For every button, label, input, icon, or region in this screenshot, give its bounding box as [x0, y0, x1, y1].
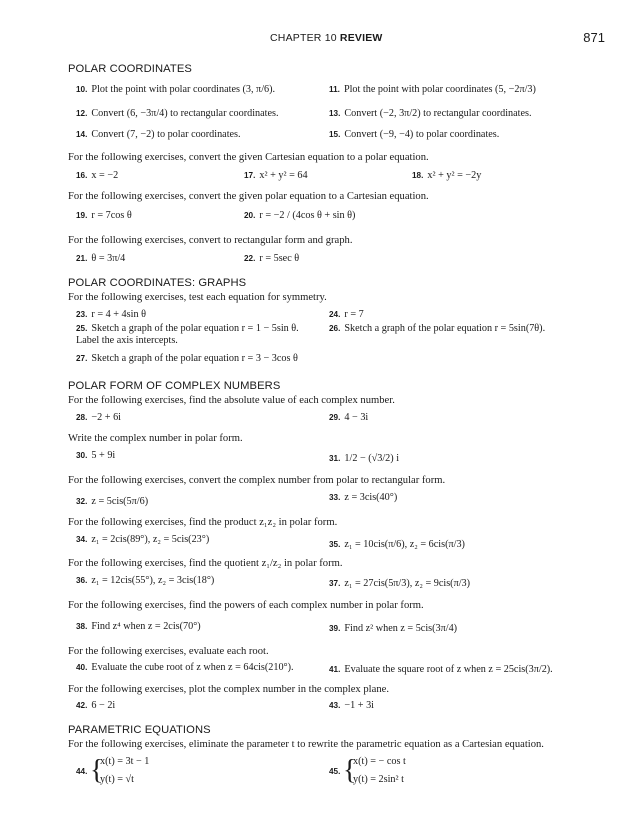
- brace: {: [343, 755, 357, 786]
- section-title-polar-coordinates: POLAR COORDINATES: [68, 63, 192, 75]
- exercise-30: 30. 5 + 9i: [76, 450, 116, 461]
- exercise-12: 12. Convert (6, −3π/4) to rectangular coordinates.: [76, 108, 279, 119]
- exercise-36: 36. z₁ = 12cis(55°), z₂ = 3cis(18°): [76, 575, 215, 586]
- exercise-11: 11. Plot the point with polar coordinates (5, −2π/3): [329, 84, 536, 95]
- exercise-15: 15. Convert (−9, −4) to polar coordinates.: [329, 129, 500, 140]
- exercise-43: 43. −1 + 3i: [329, 700, 374, 711]
- brace: {: [90, 755, 104, 786]
- exercise-10: 10. Plot the point with polar coordinates (3, π/6).: [76, 84, 276, 95]
- instruction: For the following exercises, convert the given polar equation to a Cartesian equation.: [68, 191, 429, 202]
- instruction: For the following exercises, plot the complex number in the complex plane.: [68, 684, 389, 695]
- section-title-parametric: PARAMETRIC EQUATIONS: [68, 724, 211, 736]
- exercise-24: 24. r = 7: [329, 309, 364, 320]
- exercise-22: 22. r = 5sec θ: [244, 253, 300, 264]
- exercise-20: 20. r = −2 / (4cos θ + sin θ): [244, 210, 356, 221]
- exercise-28: 28. −2 + 6i: [76, 412, 121, 423]
- exercise-34: 34. z₁ = 2cis(89°), z₂ = 5cis(23°): [76, 534, 210, 545]
- instruction: For the following exercises, convert the given Cartesian equation to a polar equation.: [68, 152, 429, 163]
- chapter-heading: [270, 32, 383, 44]
- exercise-31: 31. 1/2 − (√3/2) i: [329, 453, 400, 464]
- exercise-33: 33. z = 3cis(40°): [329, 492, 398, 503]
- instruction: For the following exercises, eliminate the parameter t to rewrite the parametric equation as a Cartesian equation.: [68, 739, 544, 750]
- page-number: 871: [583, 30, 605, 45]
- instruction: For the following exercises, find the powers of each complex number in polar form.: [68, 600, 424, 611]
- page-header: [0, 30, 630, 48]
- instruction: Write the complex number in polar form.: [68, 433, 243, 444]
- instruction: For the following exercises, test each equation for symmetry.: [68, 292, 327, 303]
- instruction: For the following exercises, convert to rectangular form and graph.: [68, 235, 353, 246]
- instruction: For the following exercises, find the absolute value of each complex number.: [68, 395, 395, 406]
- exercise-13: 13. Convert (−2, 3π/2) to rectangular coordinates.: [329, 108, 532, 119]
- exercise-35: 35. z₁ = 10cis(π/6), z₂ = 6cis(π/3): [329, 539, 465, 550]
- exercise-37: 37. z₁ = 27cis(5π/3), z₂ = 9cis(π/3): [329, 578, 471, 589]
- instruction: For the following exercises, find the product z₁z₂ in polar form.: [68, 517, 338, 528]
- exercise-17: 17. x² + y² = 64: [244, 170, 308, 181]
- instruction: For the following exercises, convert the complex number from polar to rectangular form.: [68, 475, 446, 486]
- exercise-27: 27. Sketch a graph of the polar equation r = 3 − 3cos θ: [76, 353, 298, 364]
- exercise-14: 14. Convert (7, −2) to polar coordinates.: [76, 129, 241, 140]
- chapter-title: REVIEW: [339, 32, 383, 44]
- exercise-41: 41. Evaluate the square root of z when z = 25cis(3π/2).: [329, 664, 553, 675]
- section-title-polar-complex: POLAR FORM OF COMPLEX NUMBERS: [68, 380, 281, 392]
- chapter-label: CHAPTER 10: [270, 32, 337, 44]
- exercise-42: 42. 6 − 2i: [76, 700, 116, 711]
- exercise-23: 23. r = 4 + 4sin θ: [76, 309, 146, 320]
- exercise-18: 18. x² + y² = −2y: [412, 170, 482, 181]
- exercise-39: 39. Find z² when z = 5cis(3π/4): [329, 623, 458, 634]
- exercise-19: 19. r = 7cos θ: [76, 210, 132, 221]
- instruction: For the following exercises, find the quotient z₁/z₂ in polar form.: [68, 558, 343, 569]
- exercise-40: 40. Evaluate the cube root of z when z = 64cis(210°).: [76, 662, 294, 673]
- exercise-32: 32. z = 5cis(5π/6): [76, 496, 149, 507]
- exercise-21: 21. θ = 3π/4: [76, 253, 126, 264]
- exercise-26: 26. Sketch a graph of the polar equation r = 5sin(7θ).: [329, 323, 546, 334]
- instruction: For the following exercises, evaluate each root.: [68, 646, 269, 657]
- exercise-25: 25. Sketch a graph of the polar equation r = 1 − 5sin θ. Label the axis intercepts.: [76, 323, 299, 346]
- section-title-polar-graphs: POLAR COORDINATES: GRAPHS: [68, 277, 247, 289]
- exercise-38: 38. Find z⁴ when z = 2cis(70°): [76, 621, 201, 632]
- exercise-16: 16. x = −2: [76, 170, 119, 181]
- exercise-29: 29. 4 − 3i: [329, 412, 369, 423]
